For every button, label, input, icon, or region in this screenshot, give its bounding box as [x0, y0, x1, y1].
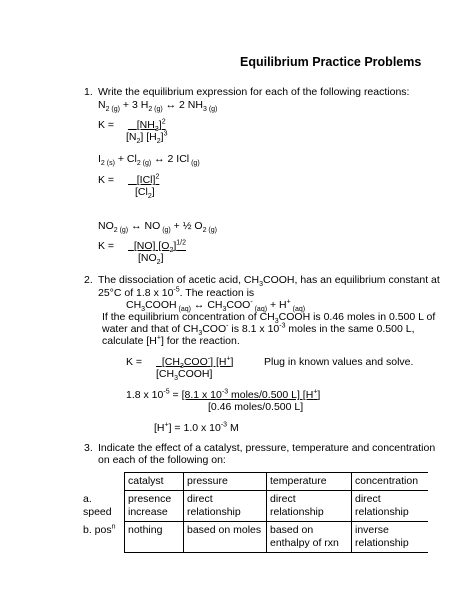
q2-k-label: K =: [126, 356, 143, 368]
q3-number: 3.: [84, 442, 93, 454]
q1-k-label-1: K =: [98, 119, 115, 131]
q2-reaction: $CH_3COOH$ $_{(aq)}$ ↔ $CH_3COO^-$ $_{(aq)}$ + H+ $_{(aq)}$: [126, 298, 306, 314]
q2-k-numerator: $[CH_3COO^-]$ [H+]: [161, 355, 234, 371]
table-row: [80, 491, 428, 522]
table-header-pressure: pressure: [184, 473, 267, 491]
row-label-position: b. pos$^n$: [83, 523, 116, 536]
q1-reaction-3: $NO_{2 (g)}$ ↔ NO $_{(g)}$ + ½ $O_{2 (g)}$: [98, 220, 217, 235]
effects-table: [80, 472, 428, 553]
q1-k-denominator-2: $[Cl_2]$: [135, 186, 155, 201]
table-cell: based on moles: [184, 522, 267, 553]
q1-k-denominator-3: $[NO_2]$: [138, 252, 164, 267]
q2-k-denominator: $[CH_3COOH]$: [156, 368, 213, 383]
table-header-catalyst: catalyst: [125, 473, 184, 491]
table-cell: presence increase: [125, 491, 184, 522]
table-cell: based on enthalpy of rxn: [267, 522, 352, 553]
q2-answer: [H+] = 1.0 x $10^{-3}$ M: [154, 421, 239, 434]
q1-k-numerator-2: [ICl]$^2$: [136, 173, 160, 186]
table-cell: direct relationship: [184, 491, 267, 522]
q2-plug-hint: Plug in known values and solve.: [264, 356, 414, 368]
table-header-row: [80, 473, 428, 491]
page-title: Equilibrium Practice Problems: [240, 55, 422, 69]
q2-equation-2-denominator: [0.46 moles/0.500 L]: [208, 401, 304, 413]
table-header-concentration: concentration: [352, 473, 429, 491]
q1-k-label-2: K =: [98, 174, 115, 186]
q2-line-1: The dissociation of acetic acid, $CH_3COOH$, has an equilibrium constant at: [98, 274, 440, 289]
q2-line-3: If the equilibrium concentration of $CH_3COOH$ is 0.46 moles in 0.500 L of: [102, 311, 436, 326]
table-cell: inverse relationship: [352, 522, 429, 553]
q2-line-4: water and that of $CH_3COO^-$ is 8.1 x $10^{-3}$ moles in the same 0.500 L,: [102, 322, 415, 338]
q1-k-numerator-3: [NO] $[O_2]^{1/2}$: [133, 239, 186, 255]
q1-prompt: Write the equilibrium expression for each of the following reactions:: [98, 86, 410, 98]
q3-line-1: Indicate the effect of a catalyst, pressure, temperature and concentration: [98, 442, 436, 454]
q3-line-2: on each of the following on:: [98, 454, 226, 466]
q1-k-denominator-1: $[N_2]$ $[H_2]^3$: [126, 130, 168, 146]
q1-reaction-2: $I_{2 (s)} + Cl_{2 (g)}$ ↔ 2 ICl $_{(g)}$: [98, 153, 200, 168]
q1-reaction-1: $N_{2 (g)} + 3$ $H_{2 (g)}$ ↔ 2 $NH_{3 (g)}$: [98, 99, 218, 114]
q1-number: 1.: [84, 86, 93, 98]
table-cell: nothing: [125, 522, 184, 553]
q1-k-numerator-1: $[NH_3]^2$: [136, 118, 166, 134]
table-cell: direct relationship: [352, 491, 429, 522]
q2-equation-2: 1.8 x $10^{-5} = [8.1$ x $10^{-3}$ moles/0.500 L] [H+]: [126, 388, 321, 401]
q2-number: 2.: [84, 274, 93, 286]
row-label-speed: a. speed: [83, 492, 112, 518]
table-cell: direct relationship: [267, 491, 352, 522]
q1-k-label-3: K =: [98, 240, 115, 252]
q2-line-2: 25°C of 1.8 x $10^{-5}$. The reaction is: [98, 286, 255, 299]
q2-line-5: calculate [H+] for the reaction.: [102, 334, 240, 347]
table-header-temperature: temperature: [267, 473, 352, 491]
table-row: [80, 522, 428, 553]
table-corner: [80, 473, 125, 491]
